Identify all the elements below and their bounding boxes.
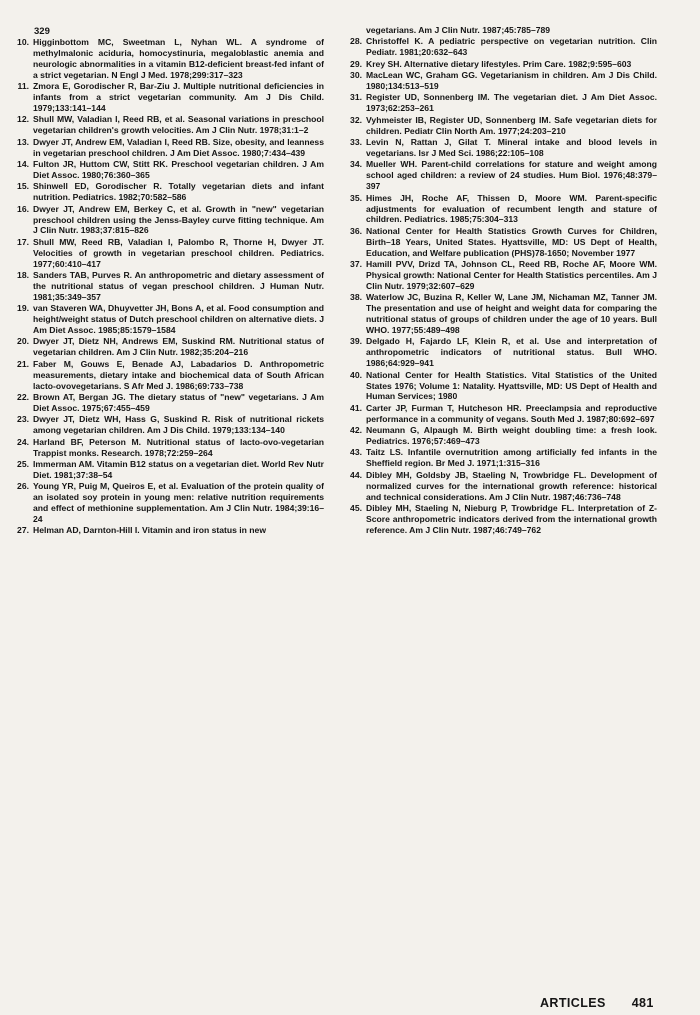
reference-item <box>345 425 657 447</box>
reference-item <box>12 437 324 459</box>
reference-text: Higginbottom MC, Sweetman L, Nyhan WL. A syndrome of methylmalonic aciduria, homocystinuria, megaloblastic anemia and neurologic abnormalities in a vitamin B12-deficient breast-fed infant of a strict vegetarian. N Engl J Med. 1978;299:317–323 <box>33 37 324 80</box>
reference-text: Hamill PVV, Drizd TA, Johnson CL, Reed RB, Roche AF, Moore WM. Physical growth: National Center for Health Statistics percentiles. Am J Clin Nutr. 1979;32:607–629 <box>366 259 657 291</box>
reference-item <box>345 92 657 114</box>
reference-item <box>345 70 657 92</box>
reference-text: Waterlow JC, Buzina R, Keller W, Lane JM, Nichaman MZ, Tanner JM. The presentation and use of height and weight data for comparing the nutritional status of groups of children under the age of 10 years. Bull WHO. 1977;55:489–498 <box>366 292 657 335</box>
reference-text: Harland BF, Peterson M. Nutritional status of lacto-ovo-vegetarian Trappist monks. Research. 1978;72:259–264 <box>33 436 324 458</box>
reference-number: 19. <box>17 303 29 314</box>
reference-number: 35. <box>350 192 362 203</box>
reference-item <box>12 481 324 525</box>
reference-item <box>345 503 657 536</box>
page-footer <box>540 996 654 1010</box>
reference-number: 26. <box>17 481 29 492</box>
reference-item <box>345 447 657 469</box>
reference-item <box>12 414 324 436</box>
reference-number: 10. <box>17 37 29 47</box>
reference-item <box>345 137 657 159</box>
reference-text: Register UD, Sonnenberg IM. The vegetarian diet. J Am Diet Assoc. 1973;62:253–261 <box>366 92 657 114</box>
reference-item <box>345 193 657 226</box>
reference-item <box>345 159 657 192</box>
reference-item <box>12 37 324 81</box>
reference-text: MacLean WC, Graham GG. Vegetarianism in children. Am J Dis Child. 1980;134:513–519 <box>366 70 657 92</box>
reference-number: 23. <box>17 414 29 425</box>
reference-number: 42. <box>350 425 362 436</box>
reference-number: 13. <box>17 136 29 147</box>
reference-text: Dwyer JT, Andrew EM, Valadian I, Reed RB. Size, obesity, and leanness in vegetarian preschool children. J Am Diet Assoc. 1980;7:434–439 <box>33 136 324 158</box>
reference-item <box>12 392 324 414</box>
reference-item <box>12 336 324 358</box>
reference-number: 36. <box>350 225 362 236</box>
reference-text: Carter JP, Furman T, Hutcheson HR. Preeclampsia and reproductive performance in a community of vegans. South Med J. 1987;80:692–697 <box>366 402 657 424</box>
reference-item <box>12 237 324 270</box>
reference-number: 22. <box>17 392 29 402</box>
reference-text: Young YR, Puig M, Queiros E, et al. Evaluation of the protein quality of an isolated soy protein in young men: relative nutrition requirements and effect of methionine supplementation. Am J Clin Nutr. 1984;39:16–24 <box>33 481 324 524</box>
reference-text: Dwyer JT, Dietz NH, Andrews EM, Suskind RM. Nutritional status of vegetarian children. Am J Clin Nutr. 1982;35:204–216 <box>33 336 324 358</box>
reference-item <box>345 59 657 70</box>
reference-continuation: vegetarians. Am J Clin Nutr. 1987;45:785–789 <box>366 25 551 35</box>
reference-text: Dwyer JT, Andrew EM, Berkey C, et al. Growth in "new" vegetarian preschool children using the Jenss-Bayley curve fitting technique. Am J Clin Nutr. 1983;37:815–826 <box>33 203 324 236</box>
reference-text: Dwyer JT, Dietz WH, Hass G, Suskind R. Risk of nutritional rickets among vegetarian children. Am J Dis Child. 1979;133:134–140 <box>33 414 324 436</box>
reference-number: 29. <box>350 58 362 69</box>
references-left-column <box>12 37 324 537</box>
reference-item <box>345 259 657 292</box>
reference-text: Dibley MH, Goldsby JB, Staeling N, Trowbridge FL. Development of normalized curves for the international growth reference: historical and technical considerations. Am J Clin Nutr. 1987;46:736–748 <box>366 469 657 502</box>
reference-text: Shinwell ED, Gorodischer R. Totally vegetarian diets and infant nutrition. Pediatrics. 1982;70:582–586 <box>33 181 324 203</box>
reference-number: 25. <box>17 458 29 469</box>
reference-text: National Center for Health Statistics. Vital Statistics of the United States 1976; Volume 1: Natality. Hyattsville, MD: US Dept of Health and Human Services; 1980 <box>366 369 657 402</box>
reference-number: 34. <box>350 159 362 170</box>
reference-text: Fulton JR, Huttom CW, Stitt RK. Preschool vegetarian children. J Am Diet Assoc. 1980;76:360–365 <box>33 158 324 180</box>
reference-number: 39. <box>350 336 362 347</box>
reference-number: 33. <box>350 137 362 148</box>
reference-text: Sanders TAB, Purves R. An anthropometric and dietary assessment of the nutritional status of vegan preschool children. J Human Nutr. 1981;35:349–357 <box>33 270 324 302</box>
reference-number: 45. <box>350 502 362 513</box>
reference-number: 40. <box>350 369 362 380</box>
reference-item <box>12 114 324 136</box>
reference-number: 28. <box>350 36 362 47</box>
top-page-number: 329 <box>34 26 50 37</box>
reference-text: Faber M, Gouws E, Benade AJ, Labadarios D. Anthropometric measurements, dietary intake and biochemical data of South African lacto-ovovegetarians. S Afr Med J. 1986;69:733–738 <box>33 358 324 391</box>
reference-number: 15. <box>17 181 29 192</box>
reference-text: National Center for Health Statistics Growth Curves for Children, Birth–18 Years, United States. Hyattsville, MD: US Dept of Health, Education, and Welfare publication (PHS)78-1650; November 1977 <box>366 225 657 258</box>
reference-number: 12. <box>17 114 29 125</box>
reference-item <box>12 137 324 159</box>
reference-text: Shull MW, Valadian I, Reed RB, et al. Seasonal variations in preschool vegetarian children's growth velocities. Am J Clin Nutr. 1978;31:1–2 <box>33 114 324 136</box>
reference-number: 14. <box>17 158 29 169</box>
reference-text: Levin N, Rattan J, Gilat T. Mineral intake and blood levels in vegetarians. Isr J Med Sci. 1986;22:105–108 <box>366 137 657 158</box>
reference-number: 43. <box>350 447 362 458</box>
reference-item <box>12 359 324 392</box>
reference-text: Helman AD, Darnton-Hill I. Vitamin and iron status in new <box>33 525 267 536</box>
reference-text: Delgado H, Fajardo LF, Klein R, et al. Use and interpretation of anthropometric indicators of nutritional status. Bull WHO. 1986;64:929–941 <box>366 336 657 369</box>
reference-number: 21. <box>17 358 29 369</box>
reference-number: 11. <box>17 81 29 92</box>
reference-item <box>345 336 657 369</box>
reference-text: Himes JH, Roche AF, Thissen D, Moore WM. Parent-specific adjustments for evaluation of recumbent length and stature of children. Pediatrics. 1985;75:304–313 <box>366 192 657 225</box>
reference-number: 24. <box>17 436 29 447</box>
reference-item <box>345 370 657 403</box>
reference-number: 18. <box>17 270 29 281</box>
reference-text: Vyhmeister IB, Register UD, Sonnenberg IM. Safe vegetarian diets for children. Pediatr Clin North Am. 1977;24:203–210 <box>366 114 657 136</box>
reference-item <box>345 226 657 259</box>
footer-section-label: ARTICLES <box>540 996 606 1010</box>
reference-text: Taitz LS. Infantile overnutrition among artificially fed infants in the Sheffield region. Br Med J. 1971;1:315–316 <box>366 447 657 469</box>
references-right-column <box>345 25 657 536</box>
reference-text: Brown AT, Bergan JG. The dietary status of "new" vegetarians. J Am Diet Assoc. 1975;67:455–459 <box>33 392 324 413</box>
reference-number: 16. <box>17 203 29 214</box>
reference-item <box>12 525 324 536</box>
reference-number: 38. <box>350 292 362 303</box>
reference-number: 32. <box>350 114 362 125</box>
reference-text: Krey SH. Alternative dietary lifestyles. Prim Care. 1982;9:595–603 <box>366 58 632 69</box>
reference-item <box>12 159 324 181</box>
reference-number: 31. <box>350 92 362 103</box>
footer-page-number: 481 <box>631 996 654 1010</box>
reference-text: Dibley MH, Staeling N, Nieburg P, Trowbridge FL. Interpretation of Z-Score anthropometric indicators derived from the international growth reference. Am J Clin Nutr. 1987;46:749–762 <box>366 502 657 535</box>
reference-item <box>345 292 657 336</box>
reference-text: Mueller WH. Parent-child correlations for stature and weight among school aged children: a review of 24 studies. Hum Biol. 1976;48:379–397 <box>366 159 657 192</box>
reference-item <box>12 459 324 481</box>
reference-item <box>12 181 324 203</box>
reference-text: Shull MW, Reed RB, Valadian I, Palombo R, Thorne H, Dwyer JT. Velocities of growth in vegetarian preschool children. Pediatrics. 1977;60:410–417 <box>33 236 324 269</box>
reference-text: Christoffel K. A pediatric perspective on vegetarian nutrition. Clin Pediatr. 1981;20:632–643 <box>366 36 657 58</box>
reference-number: 37. <box>350 259 362 270</box>
reference-text: van Staveren WA, Dhuyvetter JH, Bons A, et al. Food consumption and height/weight status of Dutch preschool children on alternative diets. J Am Diet Assoc. 1985;85:1579–1584 <box>33 303 324 336</box>
reference-number: 44. <box>350 469 362 480</box>
reference-text: Neumann G, Alpaugh M. Birth weight doubling time: a fresh look. Pediatrics. 1976;57:469–473 <box>366 425 657 447</box>
reference-item <box>12 303 324 336</box>
reference-number: 27. <box>17 525 29 536</box>
reference-item <box>345 403 657 425</box>
reference-number: 20. <box>17 336 29 347</box>
reference-number: 17. <box>17 236 29 247</box>
reference-item <box>345 115 657 137</box>
reference-item <box>345 36 657 58</box>
reference-item <box>12 270 324 303</box>
reference-item <box>12 81 324 114</box>
reference-text: Zmora E, Gorodischer R, Bar-Ziu J. Multiple nutritional deficiencies in infants from a strict vegetarian community. Am J Dis Child. 1979;133:141–144 <box>33 81 324 113</box>
reference-item <box>12 204 324 237</box>
reference-number: 41. <box>350 402 362 413</box>
reference-text: Immerman AM. Vitamin B12 status on a vegetarian diet. World Rev Nutr Diet. 1981;37:38–54 <box>33 458 324 480</box>
reference-item <box>345 470 657 503</box>
reference-number: 30. <box>350 70 362 81</box>
